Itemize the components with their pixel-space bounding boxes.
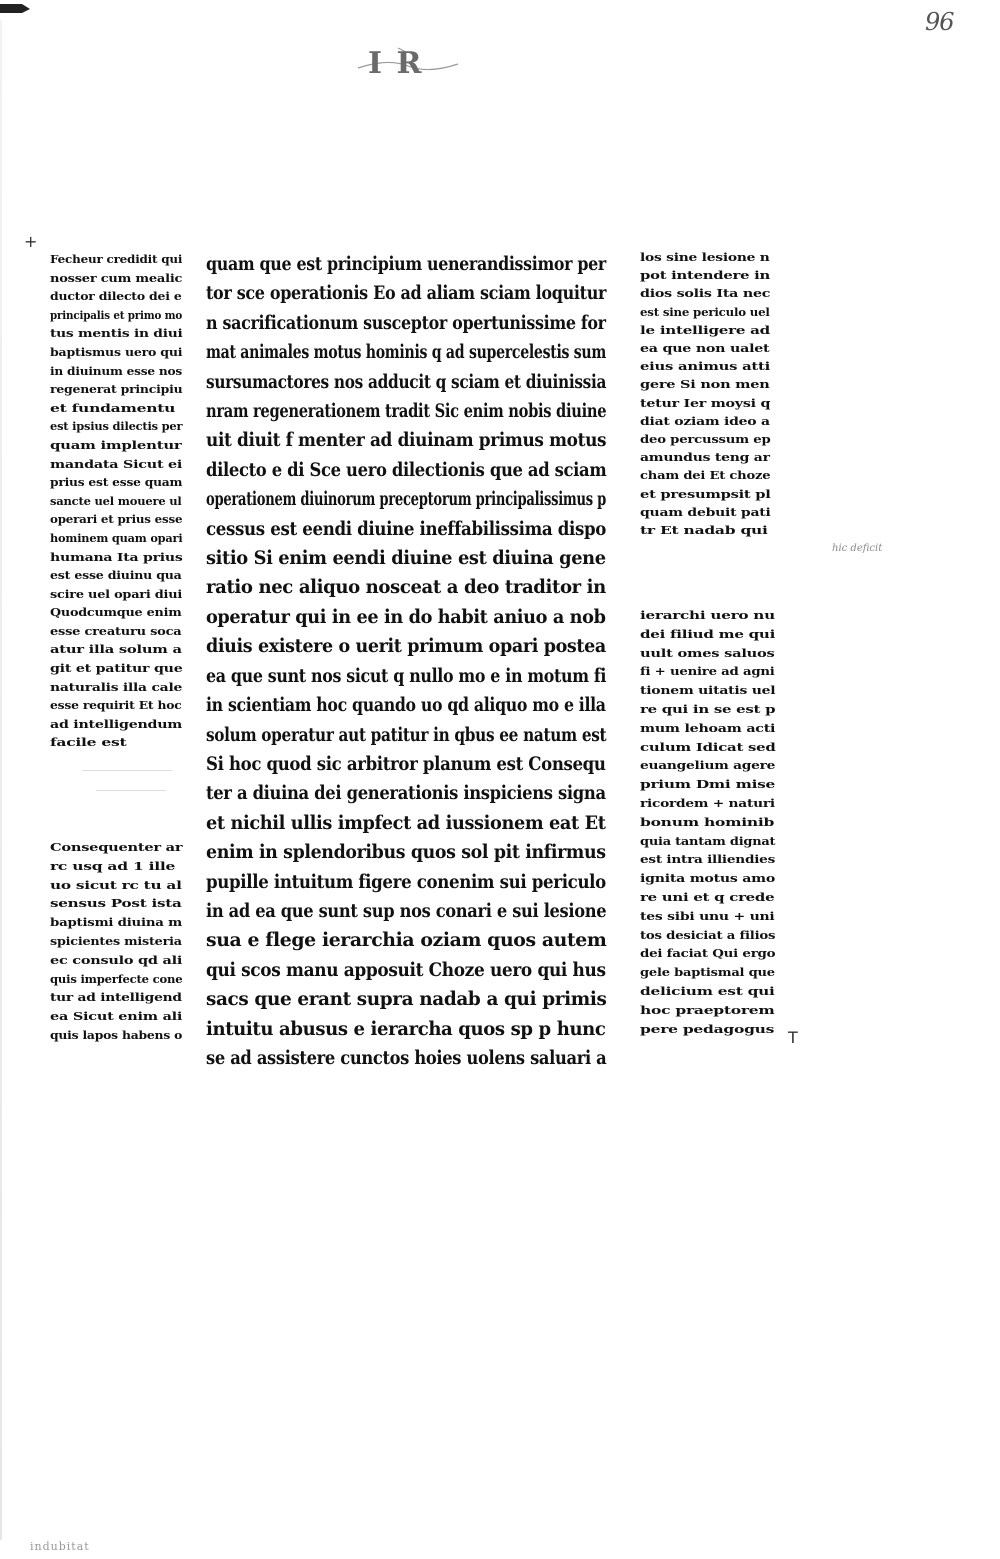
margin-note-hic-deficit: hic deficit bbox=[832, 543, 883, 554]
gloss-line: mandata Sicut ei bbox=[50, 456, 183, 471]
gloss-line: los sine lesione n bbox=[640, 250, 770, 264]
gloss-line: baptismi diuina m bbox=[50, 915, 182, 930]
gloss-line: pot intendere in bbox=[640, 268, 771, 283]
gloss-line: facile est bbox=[50, 735, 127, 750]
main-text-line: intuitu abusus e ierarcha quos sp p hunc bbox=[206, 1017, 606, 1040]
main-text-line: enim in splendoribus quos sol pit infirmus bbox=[206, 841, 606, 864]
main-text-line: n sacrificationum susceptor opertunissime for bbox=[206, 311, 606, 334]
gloss-line: et fundamentu bbox=[50, 400, 176, 415]
main-text-line: pupille intuitum figere conenim sui periculo bbox=[206, 870, 606, 893]
bleed-through-stroke bbox=[96, 790, 166, 791]
gloss-line: ad intelligendum bbox=[50, 716, 183, 731]
gloss-line: sensus Post ista bbox=[50, 896, 182, 911]
right-gloss-column-lower bbox=[640, 606, 775, 1038]
gloss-line: in diuinum esse nos bbox=[50, 363, 183, 378]
main-text-line: uit diuit f menter ad diuinam primus motus bbox=[206, 429, 607, 452]
left-gloss-column-lower bbox=[50, 838, 182, 1045]
main-text-line: ter a diuina dei generationis inspiciens signa bbox=[206, 782, 606, 805]
main-text-line: operationem diuinorum preceptorum principalissimus p bbox=[206, 488, 607, 511]
gloss-line: naturalis illa cale bbox=[50, 679, 183, 694]
gloss-line: sancte uel mouere ul bbox=[50, 493, 182, 508]
gloss-line: re qui in se est p bbox=[640, 701, 776, 716]
gloss-line: euangelium agere bbox=[640, 758, 776, 773]
main-text-line: sua e flege ierarchia oziam quos autem bbox=[206, 929, 607, 952]
main-text-line: in ad ea que sunt sup nos conari e sui lesione bbox=[206, 899, 607, 922]
gloss-line: uult omes saluos bbox=[640, 645, 775, 660]
gloss-line: quis imperfecte cone bbox=[50, 971, 183, 986]
main-text-line: solum operatur aut patitur in qbus ee natum est bbox=[206, 723, 607, 746]
running-header: I R bbox=[368, 46, 424, 81]
gloss-line: operari et prius esse bbox=[50, 512, 183, 527]
gloss-line: ductor dilecto dei e bbox=[50, 289, 182, 304]
gloss-line: esse creaturu soca bbox=[50, 623, 182, 638]
gloss-line: gele baptismal que bbox=[640, 965, 775, 980]
main-text-line: operatur qui in ee in do habit aniuo a nob bbox=[206, 605, 606, 628]
main-text-line: sacs que erant supra nadab a qui primis bbox=[206, 988, 607, 1011]
main-text-line: ratio nec aliquo nosceat a deo traditor in bbox=[206, 576, 606, 599]
gloss-line: ea Sicut enim ali bbox=[50, 1009, 183, 1024]
bottom-offset-text: indubitat bbox=[30, 1540, 90, 1553]
main-text-line: Si hoc quod sic arbitror planum est Consequ bbox=[206, 752, 606, 775]
gloss-line: delicium est qui bbox=[640, 983, 775, 998]
corner-pointer-mark bbox=[0, 2, 30, 14]
left-gloss-column bbox=[50, 250, 182, 752]
gloss-line: diat oziam ideo a bbox=[640, 413, 770, 428]
main-text-line: sursumactores nos adducit q sciam et diuinissia bbox=[206, 370, 607, 393]
main-text-line: dilecto e di Sce uero dilectionis que ad sciam bbox=[206, 458, 607, 481]
gloss-line: hominem quam opari bbox=[50, 530, 183, 545]
gloss-line: quam implentur bbox=[50, 437, 182, 452]
gloss-line: esse requirit Et hoc bbox=[50, 698, 182, 713]
margin-cross-mark: + bbox=[24, 232, 38, 251]
gloss-line: prius est esse quam bbox=[50, 475, 183, 490]
gloss-line: ierarchi uero nu bbox=[640, 608, 775, 622]
gloss-line: est intra illiendies bbox=[640, 852, 776, 867]
gloss-line: re uni et q crede bbox=[640, 889, 775, 904]
gloss-line: tes sibi unu + uni bbox=[640, 908, 775, 923]
gloss-line: scire uel opari diui bbox=[50, 586, 183, 601]
gloss-line: git et patitur que bbox=[50, 661, 183, 676]
gloss-line: amundus teng ar bbox=[640, 450, 770, 465]
gloss-line: nosser cum mealic bbox=[50, 270, 183, 285]
main-text-line: quam que est principium uenerandissimor per bbox=[206, 253, 606, 275]
gloss-line: quia tantam dignat bbox=[640, 833, 776, 848]
gloss-line: mum lehoam acti bbox=[640, 720, 776, 735]
main-text-line: mat animales motus hominis q ad supercelestis sum bbox=[206, 341, 606, 364]
gloss-line: atur illa solum a bbox=[50, 642, 182, 657]
bleed-through-stroke bbox=[82, 770, 172, 771]
gloss-line: ea que non ualet bbox=[640, 341, 770, 356]
main-text-line: sitio Si enim eendi diuine est diuina gene bbox=[206, 547, 606, 570]
gloss-line: cham dei Et choze bbox=[640, 468, 771, 483]
gloss-line: est esse diuinu qua bbox=[50, 568, 182, 583]
main-text-line: tor sce operationis Eo ad aliam sciam loquitur bbox=[206, 282, 607, 305]
main-text-line: se ad assistere cunctos hoies uolens saluari a bbox=[206, 1046, 607, 1069]
gloss-line: quam debuit pati bbox=[640, 504, 771, 519]
gloss-line: eius animus atti bbox=[640, 359, 770, 374]
gloss-line: dios solis Ita nec bbox=[640, 286, 771, 301]
main-text-line: in scientiam hoc quando uo qd aliquo mo e illa bbox=[206, 694, 606, 717]
main-text-line: diuis existere o uerit primum opari postea bbox=[206, 635, 606, 658]
gloss-line: baptismus uero qui bbox=[50, 344, 183, 359]
gloss-line: deo percussum ep bbox=[640, 432, 771, 447]
gloss-line: tus mentis in diui bbox=[50, 326, 183, 341]
gloss-line: principalis et primo mo bbox=[50, 307, 183, 322]
gloss-line: rc usq ad 1 ille bbox=[50, 858, 176, 873]
gloss-line: hoc praeptorem bbox=[640, 1002, 775, 1017]
main-text-line: qui scos manu apposuit Choze uero qui hus bbox=[206, 958, 606, 981]
gloss-line: quis lapos habens o bbox=[50, 1027, 183, 1042]
gloss-line: gere Si non men bbox=[640, 377, 770, 392]
gloss-line: spicientes misteria bbox=[50, 933, 182, 948]
gloss-line: uo sicut rc tu al bbox=[50, 877, 182, 892]
gloss-line: tos desiciat a filios bbox=[640, 927, 776, 942]
gloss-line: et presumpsit pl bbox=[640, 486, 771, 501]
main-text-line: cessus est eendi diuine ineffabilissima dispo bbox=[206, 517, 607, 540]
gloss-line: tur ad intelligend bbox=[50, 990, 182, 1005]
gloss-line: ec consulo qd ali bbox=[50, 952, 183, 967]
main-text-line: nram regenerationem tradit Sic enim nobis diuine bbox=[206, 400, 607, 423]
gloss-line: ricordem + naturi bbox=[640, 795, 775, 810]
gloss-line: tr Et nadab qui bbox=[640, 523, 768, 538]
gloss-line: tionem uitatis uel bbox=[640, 683, 776, 698]
main-text-line: et nichil ullis impfect ad iussionem eat Et bbox=[206, 811, 606, 834]
gloss-line: prium Dmi mise bbox=[640, 777, 776, 792]
gloss-line: fi + uenire ad agni bbox=[640, 664, 775, 679]
folio-number: 96 bbox=[925, 8, 954, 36]
margin-t-mark: T bbox=[788, 1028, 798, 1047]
gloss-line: pere pedagogus bbox=[640, 1021, 775, 1036]
gloss-line: Quodcumque enim bbox=[50, 605, 182, 620]
gloss-line: humana Ita prius bbox=[50, 549, 183, 564]
gloss-line: culum Idicat sed bbox=[640, 739, 776, 754]
gloss-line: le intelligere ad bbox=[640, 322, 770, 337]
gloss-line: est ipsius dilectis per bbox=[50, 419, 183, 434]
gloss-line: dei faciat Qui ergo bbox=[640, 946, 776, 961]
gloss-line: regenerat principiu bbox=[50, 382, 183, 397]
main-text-column bbox=[206, 250, 606, 1073]
gloss-line: Fecheur credidit qui bbox=[50, 252, 183, 266]
main-text-line: ea que sunt nos sicut q nullo mo e in motum fi bbox=[206, 664, 607, 687]
gloss-line: dei filiud me qui bbox=[640, 626, 776, 641]
gloss-line: tetur Ier moysi q bbox=[640, 395, 771, 410]
gloss-line: bonum hominib bbox=[640, 814, 775, 829]
right-gloss-column bbox=[640, 248, 770, 539]
gloss-line: ignita motus amo bbox=[640, 871, 775, 886]
gloss-line: Consequenter ar bbox=[50, 840, 183, 854]
gloss-line: est sine periculo uel bbox=[640, 304, 770, 319]
page-edge-shadow bbox=[0, 20, 2, 1540]
